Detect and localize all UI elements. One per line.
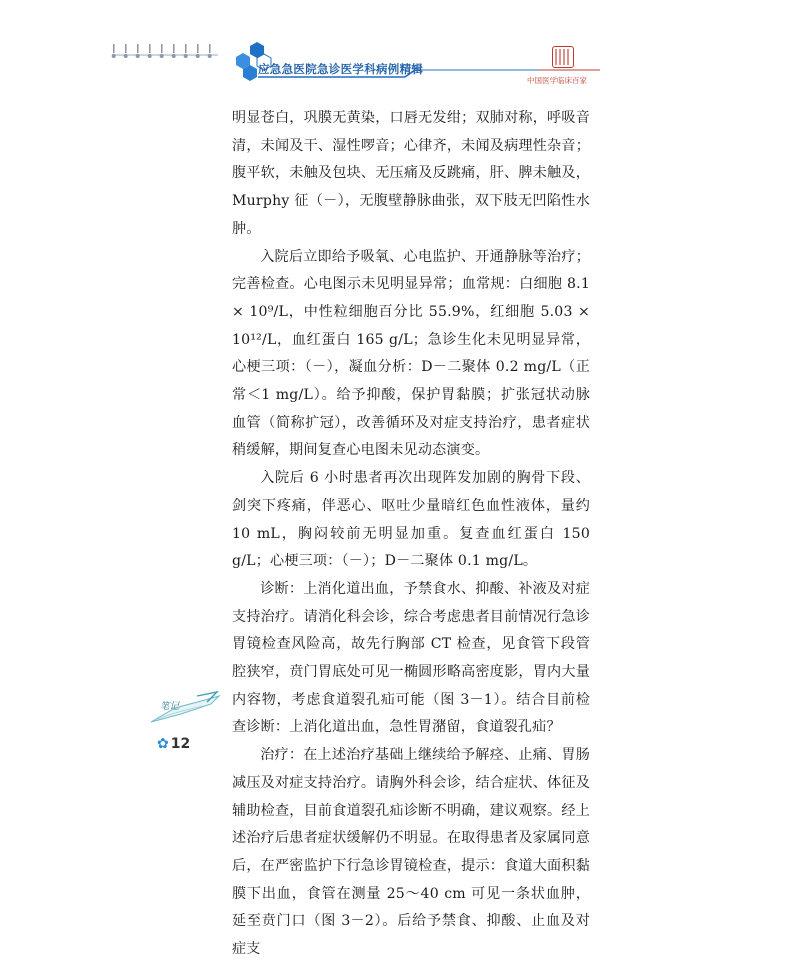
publisher-seal-icon <box>552 46 574 68</box>
notes-logo-text: 笔记 <box>160 701 180 712</box>
page-number-value: 12 <box>170 736 191 752</box>
header-subtitle: 中国医学临床百家 <box>527 76 587 85</box>
header-title: 应急急医院急诊医学科病例精辑 <box>258 62 424 76</box>
notes-pencil-icon <box>145 690 225 730</box>
paragraph-2: 入院后立即给予吸氧、心电监护、开通静脉等治疗；完善检查。心电图示未见明显异常；血常规：白细胞 8.1 × 10⁹/L，中性粒细胞百分比 55.9%，红细胞 5.03 × 10¹²/L，血红蛋白 165 g/L；急诊生化未见明显异常，心梗三项：（－），凝血分析：D－二聚体 0.2 mg/L（正常＜1 mg/L）。给予抑酸，保护胃黏膜；扩张冠状动脉血管（简称扩冠），改善循环及对症支持治疗，患者症状稍缓解，期间复查心电图未见动态演变。 <box>232 248 590 459</box>
paragraph-1: 明显苍白，巩膜无黄染，口唇无发绀；双肺对称，呼吸音清，未闻及干、湿性啰音；心律齐，未闻及病理性杂音；腹平软，未触及包块、无压痛及反跳痛，肝、脾未触及，Murphy 征（－），无腹壁静脉曲张，双下肢无凹陷性水肿。 <box>232 110 590 237</box>
paragraph-4: 诊断：上消化道出血，予禁食水、抑酸、补液及对症支持治疗。请消化科会诊，综合考虑患者目前情况行急诊胃镜检查风险高，故先行胸部 CT 检查，见食管下段管腔狭窄，贲门胃底处可见一椭圆形略高密度影，胃内大量内容物，考虑食道裂孔疝可能（图 3－1）。结合目前检查诊断：上消化道出血，急性胃潴留，食道裂孔疝？ <box>232 580 590 736</box>
page-header <box>0 0 800 90</box>
body-text <box>232 105 590 964</box>
page-number <box>157 736 190 752</box>
paragraph-5: 治疗：在上述治疗基础上继续给予解痉、止痛、胃肠减压及对症支持治疗。请胸外科会诊，结合症状、体征及辅助检查，目前食道裂孔疝诊断不明确，建议观察。经上述治疗后患者症状缓解仍不明显。在取得患者及家属同意后，在严密监护下行急诊胃镜检查，提示：食道大面积黏膜下出血，食管在测量 25～40 cm 可见一条状血肿，延至贲门口（图 3－2）。后给予禁食、抑酸、止血及对症支 <box>232 747 590 958</box>
leaf-icon: ✿ <box>157 736 169 752</box>
paragraph-3: 入院后 6 小时患者再次出现阵发加剧的胸骨下段、剑突下疼痛，伴恶心、呕吐少量暗红色血性液体，量约 10 mL，胸闷较前无明显加重。复查血红蛋白 150 g/L；心梗三项：（－）；D－二聚体 0.1 mg/L。 <box>232 470 590 570</box>
